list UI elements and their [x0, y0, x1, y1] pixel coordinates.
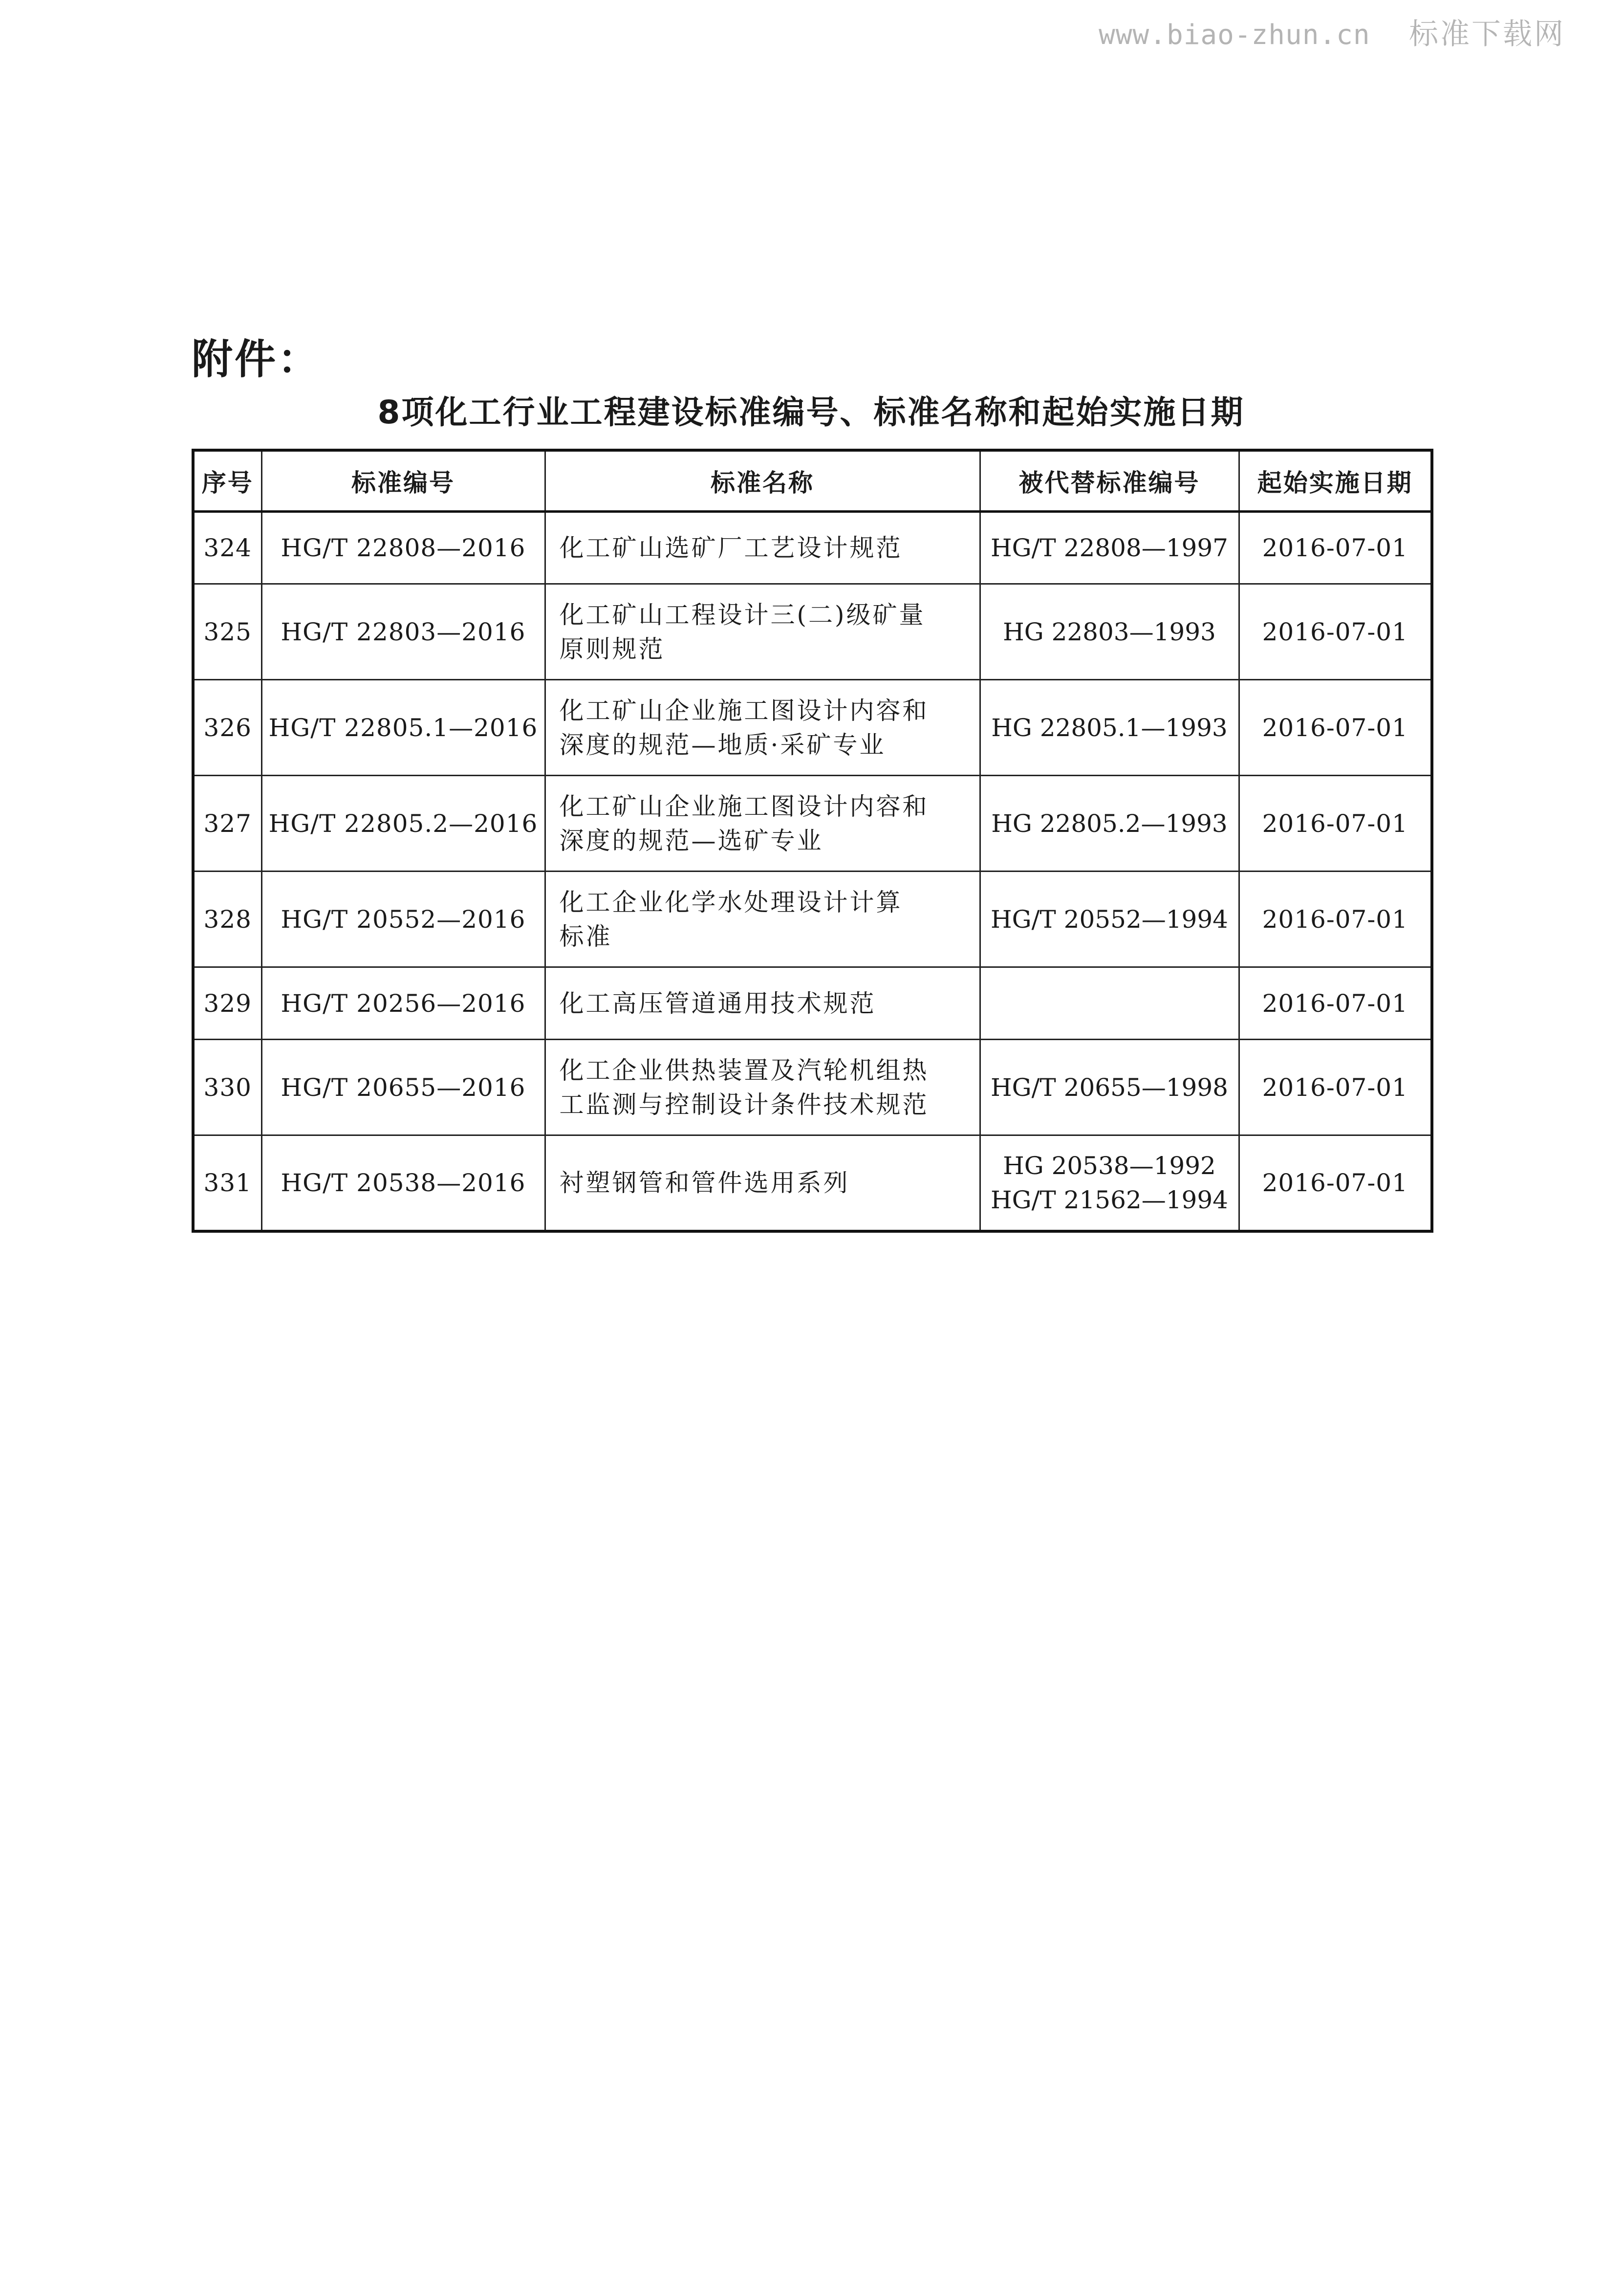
name-line: 化工企业化学水处理设计计算 — [559, 888, 903, 916]
name-line: 化工矿山选矿厂工艺设计规范 — [559, 534, 903, 562]
cell-code: HG/T 20552—2016 — [261, 872, 545, 967]
cell-code: HG/T 20538—2016 — [261, 1135, 545, 1231]
watermark-site-name: 标准下载网 — [1409, 17, 1565, 51]
cell-seq: 326 — [193, 680, 261, 776]
cell-code: HG/T 22805.2—2016 — [261, 776, 545, 872]
table-row — [193, 776, 1432, 872]
table-row — [193, 512, 1432, 584]
attachment-label: 附件： — [192, 335, 321, 383]
replaced-line: HG 22805.2—1993 — [991, 809, 1228, 838]
cell-replaced — [980, 512, 1239, 584]
header-name: 标准名称 — [545, 450, 980, 512]
cell-seq: 328 — [193, 872, 261, 967]
table-row — [193, 967, 1432, 1040]
header-replaced: 被代替标准编号 — [980, 450, 1239, 512]
cell-seq: 329 — [193, 967, 261, 1040]
name-line: 工监测与控制设计条件技术规范 — [559, 1090, 929, 1119]
name-line: 化工企业供热装置及汽轮机组热 — [559, 1056, 929, 1085]
replaced-line: HG/T 20552—1994 — [991, 905, 1228, 934]
cell-date: 2016-07-01 — [1239, 776, 1432, 872]
header-seq: 序号 — [193, 450, 261, 512]
watermark — [1099, 11, 1565, 53]
cell-replaced — [980, 584, 1239, 680]
cell-seq: 327 — [193, 776, 261, 872]
name-line: 深度的规范—地质·采矿专业 — [559, 730, 886, 759]
name-line: 深度的规范—选矿专业 — [559, 826, 823, 855]
cell-date: 2016-07-01 — [1239, 512, 1432, 584]
cell-seq: 325 — [193, 584, 261, 680]
name-line: 化工矿山工程设计三(二)级矿量 — [559, 600, 926, 629]
replaced-line: HG/T 20655—1998 — [991, 1073, 1228, 1102]
cell-replaced — [980, 776, 1239, 872]
name-line: 化工高压管道通用技术规范 — [559, 989, 876, 1018]
cell-name — [545, 776, 980, 872]
cell-replaced — [980, 967, 1239, 1040]
cell-code: HG/T 20655—2016 — [261, 1040, 545, 1135]
replaced-line: HG 22803—1993 — [1003, 617, 1216, 646]
table-row — [193, 584, 1432, 680]
cell-name — [545, 1040, 980, 1135]
name-line: 化工矿山企业施工图设计内容和 — [559, 792, 929, 821]
name-line: 衬塑钢管和管件选用系列 — [559, 1168, 850, 1197]
cell-replaced — [980, 1040, 1239, 1135]
cell-date: 2016-07-01 — [1239, 680, 1432, 776]
table-header-row — [193, 450, 1432, 512]
cell-code: HG/T 20256—2016 — [261, 967, 545, 1040]
name-line: 标准 — [559, 922, 612, 951]
cell-date: 2016-07-01 — [1239, 1040, 1432, 1135]
cell-name — [545, 967, 980, 1040]
replaced-line: HG 22805.1—1993 — [991, 713, 1228, 742]
document-title: 8项化工行业工程建设标准编号、标准名称和起始实施日期 — [377, 393, 1245, 431]
table-row — [193, 1135, 1432, 1231]
header-date: 起始实施日期 — [1239, 450, 1432, 512]
cell-replaced — [980, 872, 1239, 967]
cell-name — [545, 872, 980, 967]
cell-code: HG/T 22803—2016 — [261, 584, 545, 680]
cell-date: 2016-07-01 — [1239, 967, 1432, 1040]
cell-date: 2016-07-01 — [1239, 1135, 1432, 1231]
table-row — [193, 680, 1432, 776]
cell-seq: 331 — [193, 1135, 261, 1231]
table-row — [193, 872, 1432, 967]
cell-name — [545, 512, 980, 584]
watermark-url: www.biao-zhun.cn — [1099, 19, 1370, 51]
cell-code: HG/T 22805.1—2016 — [261, 680, 545, 776]
replaced-line: HG/T 21562—1994 — [991, 1185, 1228, 1214]
cell-code: HG/T 22808—2016 — [261, 512, 545, 584]
header-code: 标准编号 — [261, 450, 545, 512]
cell-date: 2016-07-01 — [1239, 872, 1432, 967]
standards-table — [192, 449, 1433, 1233]
cell-replaced — [980, 680, 1239, 776]
cell-name — [545, 680, 980, 776]
table-row — [193, 1040, 1432, 1135]
cell-seq: 330 — [193, 1040, 261, 1135]
cell-seq: 324 — [193, 512, 261, 584]
cell-date: 2016-07-01 — [1239, 584, 1432, 680]
replaced-line: HG 20538—1992 — [1003, 1151, 1216, 1180]
cell-name — [545, 584, 980, 680]
cell-replaced — [980, 1135, 1239, 1231]
name-line: 原则规范 — [559, 634, 665, 663]
cell-name — [545, 1135, 980, 1231]
replaced-line: HG/T 22808—1997 — [991, 534, 1228, 562]
name-line: 化工矿山企业施工图设计内容和 — [559, 696, 929, 725]
